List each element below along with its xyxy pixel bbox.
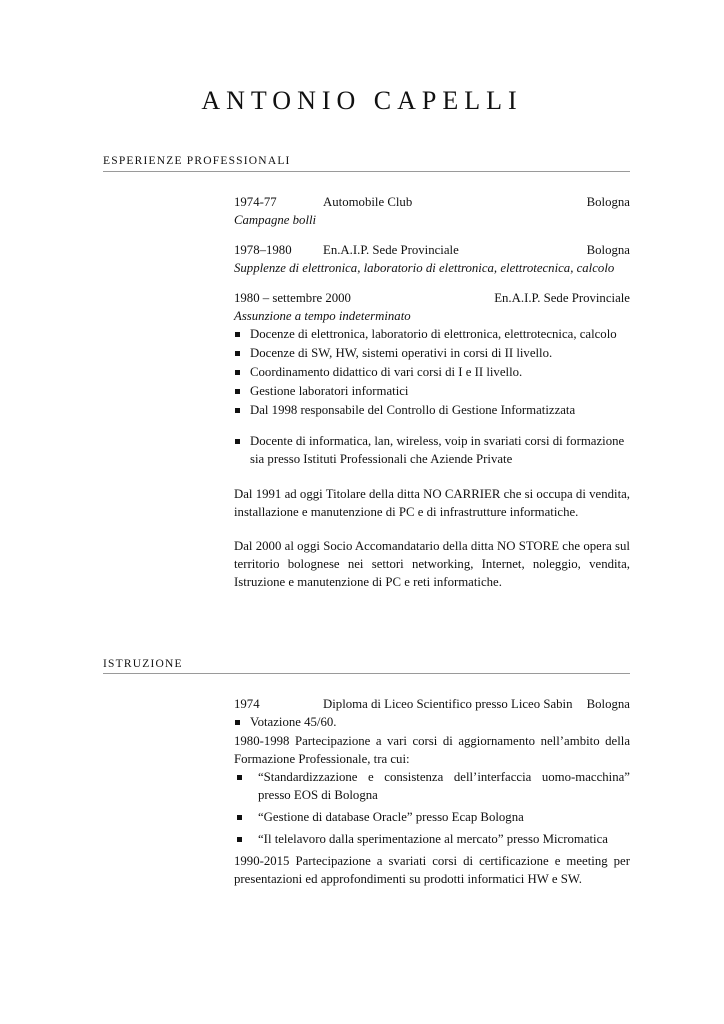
diploma-row (234, 695, 630, 713)
diploma-year: 1974 (234, 697, 260, 711)
education-content (234, 695, 630, 888)
list-item: Docente di informatica, lan, wireless, voip in svariati corsi di formazione sia presso Istituti Professionali che Aziende Private (234, 432, 630, 468)
square-bullet-icon (235, 351, 240, 356)
certifications-paragraph: 1990-2015 Partecipazione a svariati corsi di certificazione e meeting per presentazioni ed approfondimenti su prodotti informatici HW e SW. (234, 854, 630, 886)
job-row (234, 193, 630, 211)
experience-paragraph: Dal 2000 al oggi Socio Accomandatario della ditta NO STORE che opera sul territorio bolognese nei settori networking, Internet, noleggio, vendita, Istruzione e manutenzione di PC e reti informatiche. (234, 539, 630, 589)
square-bullet-icon (237, 815, 242, 820)
square-bullet-icon (235, 439, 240, 444)
square-bullet-icon (235, 389, 240, 394)
teaching-list (234, 432, 630, 468)
job-location: Bologna (586, 243, 630, 257)
job-row (234, 289, 630, 307)
job-location: Bologna (586, 195, 630, 209)
list-item: Dal 1998 responsabile del Controllo di Gestione Informatizzata (234, 401, 630, 419)
section-divider (103, 171, 630, 172)
job-organization: En.A.I.P. Sede Provinciale (323, 243, 459, 257)
job-period: 1974-77 (234, 195, 277, 209)
list-item: “Standardizzazione e consistenza dell’interfaccia uomo-macchina” presso EOS di Bologna (234, 768, 630, 804)
square-bullet-icon (237, 775, 242, 780)
job-role: Assunzione a tempo indeterminato (234, 309, 411, 323)
job-row (234, 241, 630, 259)
list-item: Gestione laboratori informatici (234, 382, 630, 400)
list-item (234, 713, 630, 731)
square-bullet-icon (235, 332, 240, 337)
experience-paragraph: Dal 1991 ad oggi Titolare della ditta NO CARRIER che si occupa di vendita, installazione e manutenzione di PC e di infrastrutture informatiche. (234, 487, 630, 519)
list-item: Docenze di elettronica, laboratorio di elettronica, elettrotecnica, calcolo (234, 325, 630, 343)
diploma-title: Diploma di Liceo Scientifico presso Liceo Sabin (323, 697, 573, 711)
job-period: 1980 – settembre 2000 (234, 291, 351, 305)
experience-content (234, 193, 630, 591)
section-divider (103, 673, 630, 674)
duties-list (234, 325, 630, 419)
job-role: Campagne bolli (234, 213, 317, 227)
square-bullet-icon (235, 370, 240, 375)
courses-intro: 1980-1998 Partecipazione a vari corsi di aggiornamento nell’ambito della Formazione Professionale, tra cui: (234, 734, 630, 766)
list-item: Docenze di SW, HW, sistemi operativi in corsi di II livello. (234, 344, 630, 362)
courses-list (234, 768, 630, 848)
section-heading-experience: ESPERIENZE PROFESSIONALI (103, 155, 291, 167)
grade-list (234, 713, 630, 731)
square-bullet-icon (235, 720, 240, 725)
section-heading-education: ISTRUZIONE (103, 658, 183, 670)
list-item: “Gestione di database Oracle” presso Ecap Bologna (234, 808, 630, 826)
square-bullet-icon (237, 837, 242, 842)
diploma-grade: Votazione 45/60. (250, 715, 337, 729)
job-role: Supplenze di elettronica, laboratorio di elettronica, elettrotecnica, calcolo (234, 261, 615, 275)
list-item: Coordinamento didattico di vari corsi di I e II livello. (234, 363, 630, 381)
job-period: 1978–1980 (234, 243, 292, 257)
job-organization: En.A.I.P. Sede Provinciale (494, 291, 630, 305)
job-organization: Automobile Club (323, 195, 413, 209)
list-item: “Il telelavoro dalla sperimentazione al mercato” presso Micromatica (234, 830, 630, 848)
candidate-name: ANTONIO CAPELLI (201, 86, 523, 115)
square-bullet-icon (235, 408, 240, 413)
diploma-location: Bologna (586, 697, 630, 711)
